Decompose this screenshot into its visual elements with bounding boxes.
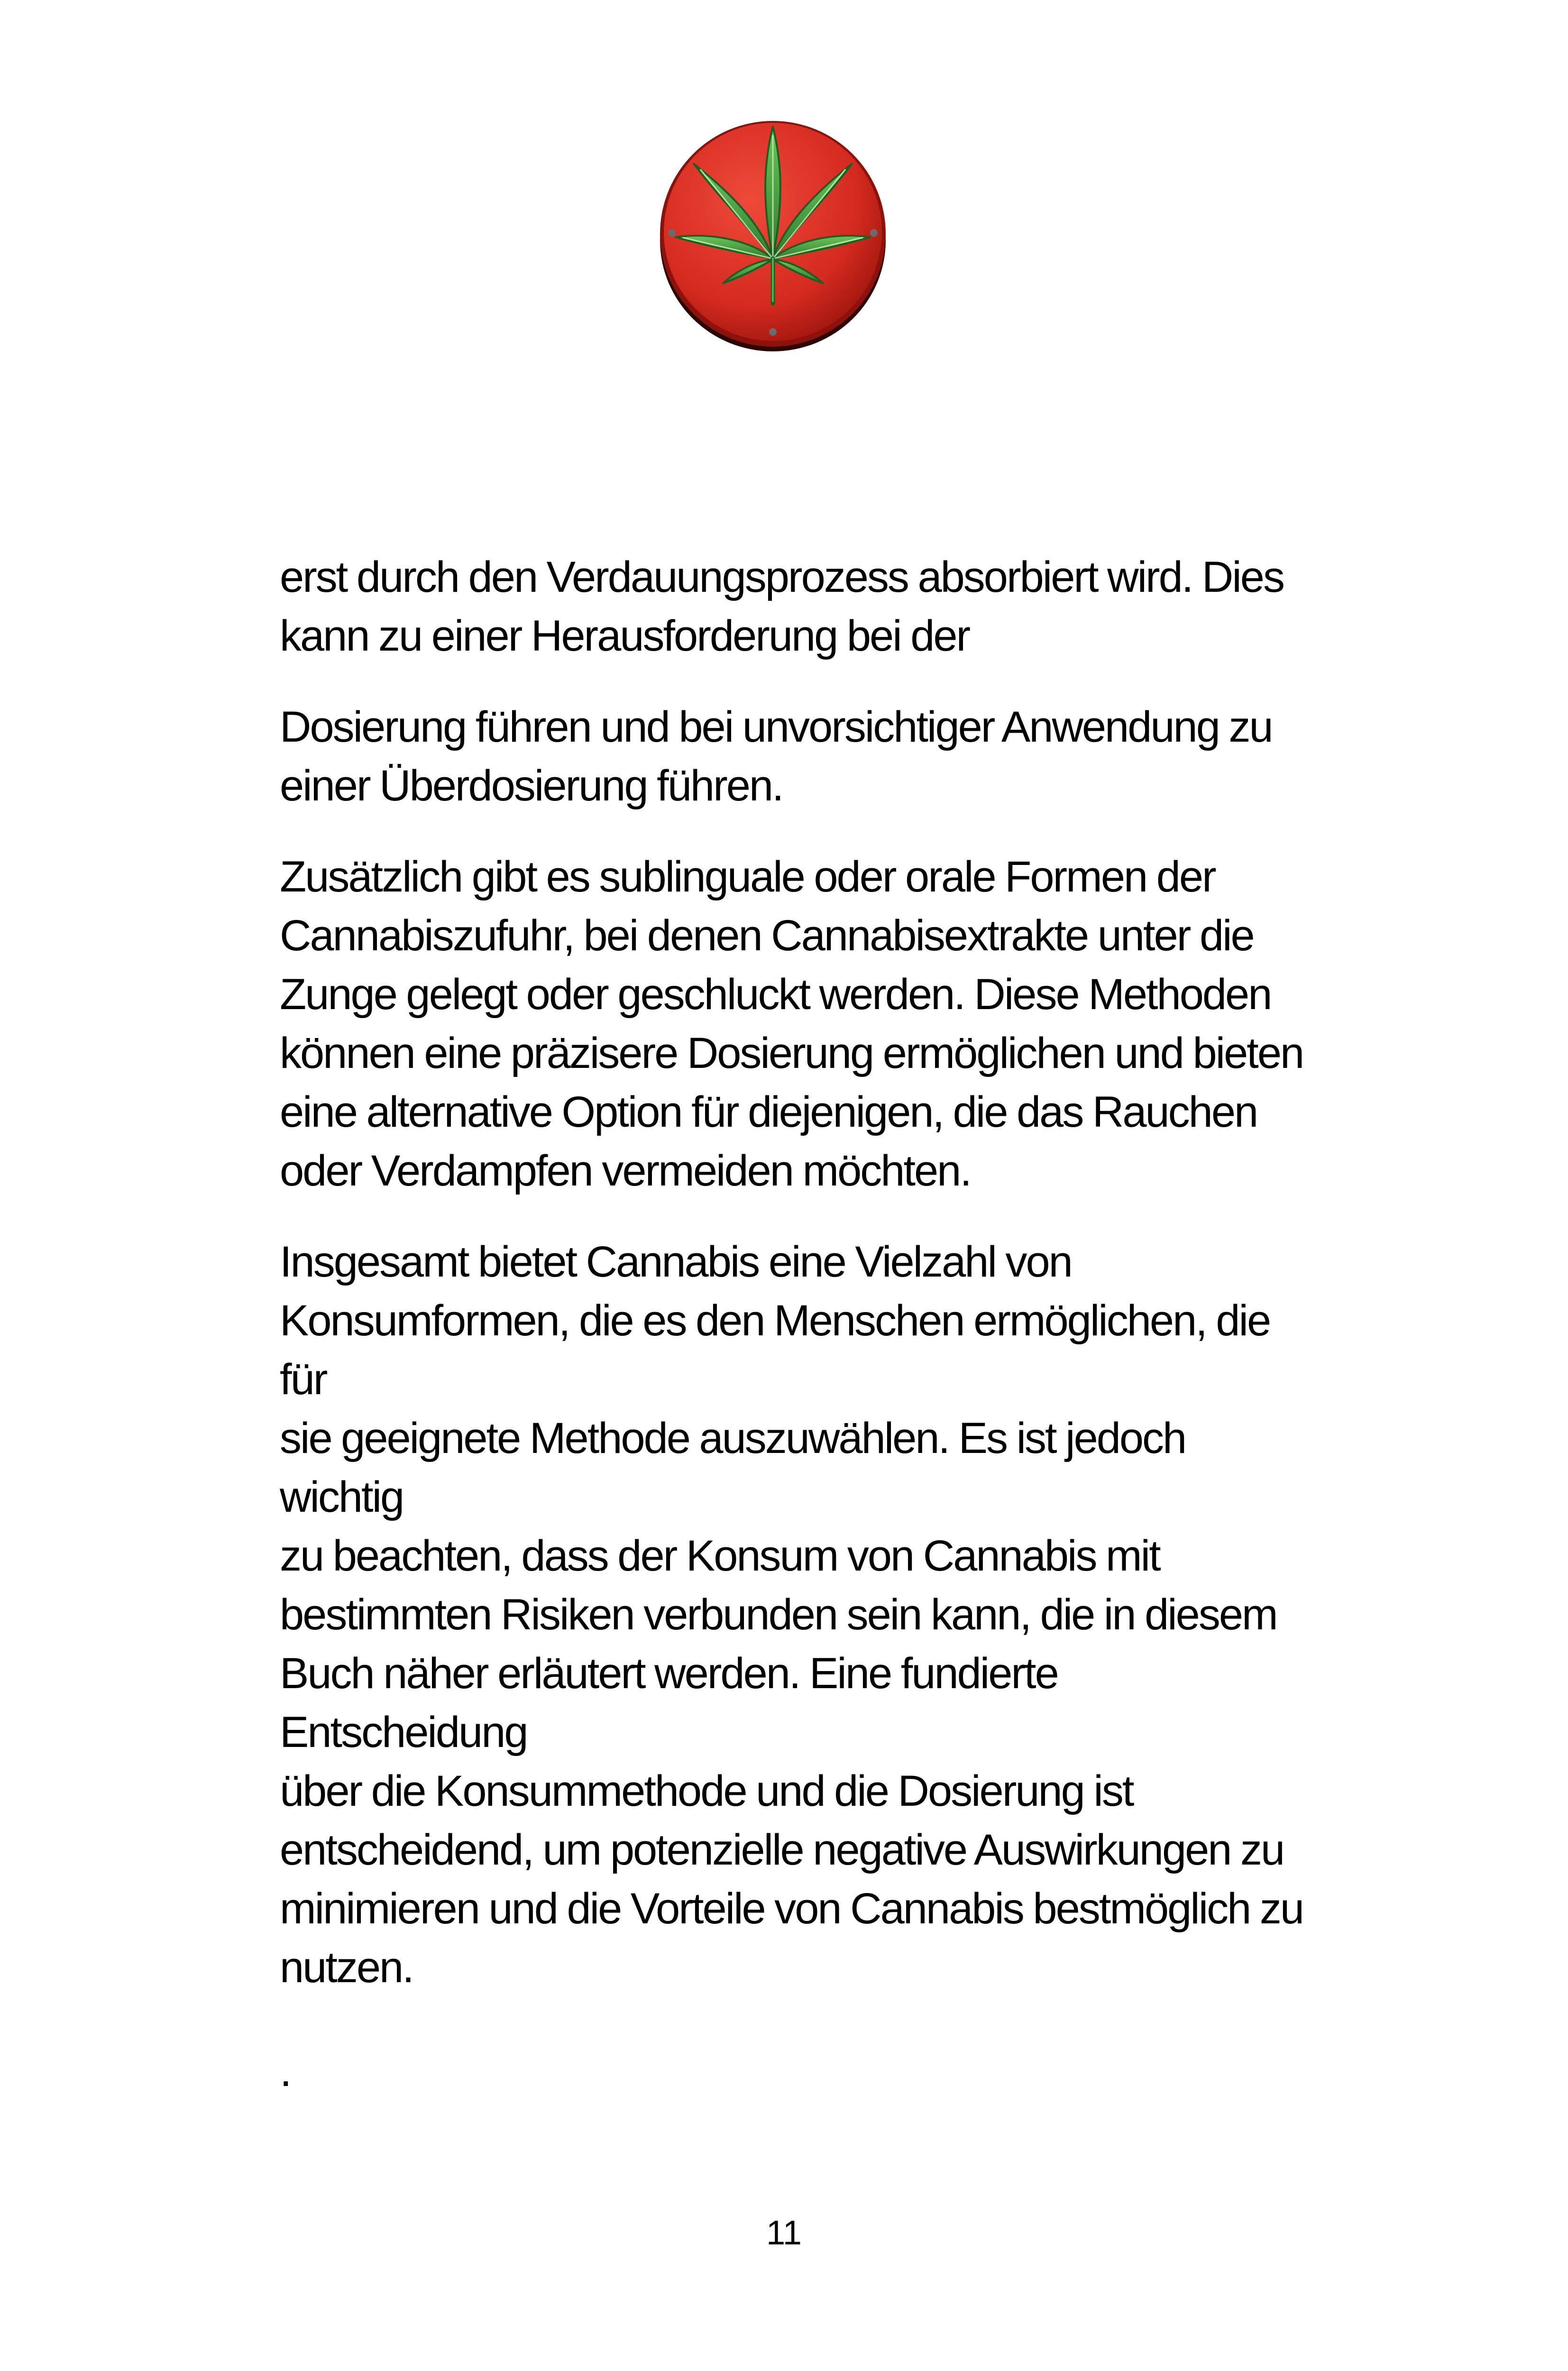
- body-text: [280, 548, 1304, 2133]
- paragraph: Zusätzlich gibt es sublinguale oder orale Formen der Cannabiszufuhr, bei denen Cannabisextrakte unter die Zunge gelegt oder geschluckt werden. Diese Methoden können eine präzisere Dosierung ermöglichen und bieten eine alternative Option für diejenigen, die das Rauchen oder Verdampfen vermeiden möchten.: [280, 853, 1303, 1195]
- paragraph: Dosierung führen und bei unvorsichtiger Anwendung zu einer Überdosierung führen.: [280, 703, 1272, 810]
- paragraph: Insgesamt bietet Cannabis eine Vielzahl von Konsumformen, die es den Menschen ermöglichen, die für sie geeignete Methode auszuwählen. Es ist jedoch wichtig zu beachten, dass der Konsum von Cannabis mit bestimmten Risiken verbunden sein kann, die in diesem Buch näher erläutert werden. Eine fundierte Entscheidung über die Konsummethode und die Dosierung ist entscheidend, um potenzielle negative Auswirkungen zu minimieren und die Vorteile von Cannabis bestmöglich zu nutzen.: [280, 1238, 1303, 1992]
- page-number: 11: [766, 2214, 802, 2252]
- paragraph: erst durch den Verdauungsprozess absorbiert wird. Dies kann zu einer Herausforderung bei der: [280, 553, 1284, 660]
- paragraph: .: [280, 2047, 291, 2095]
- cannabis-leaf-icon: [657, 116, 889, 353]
